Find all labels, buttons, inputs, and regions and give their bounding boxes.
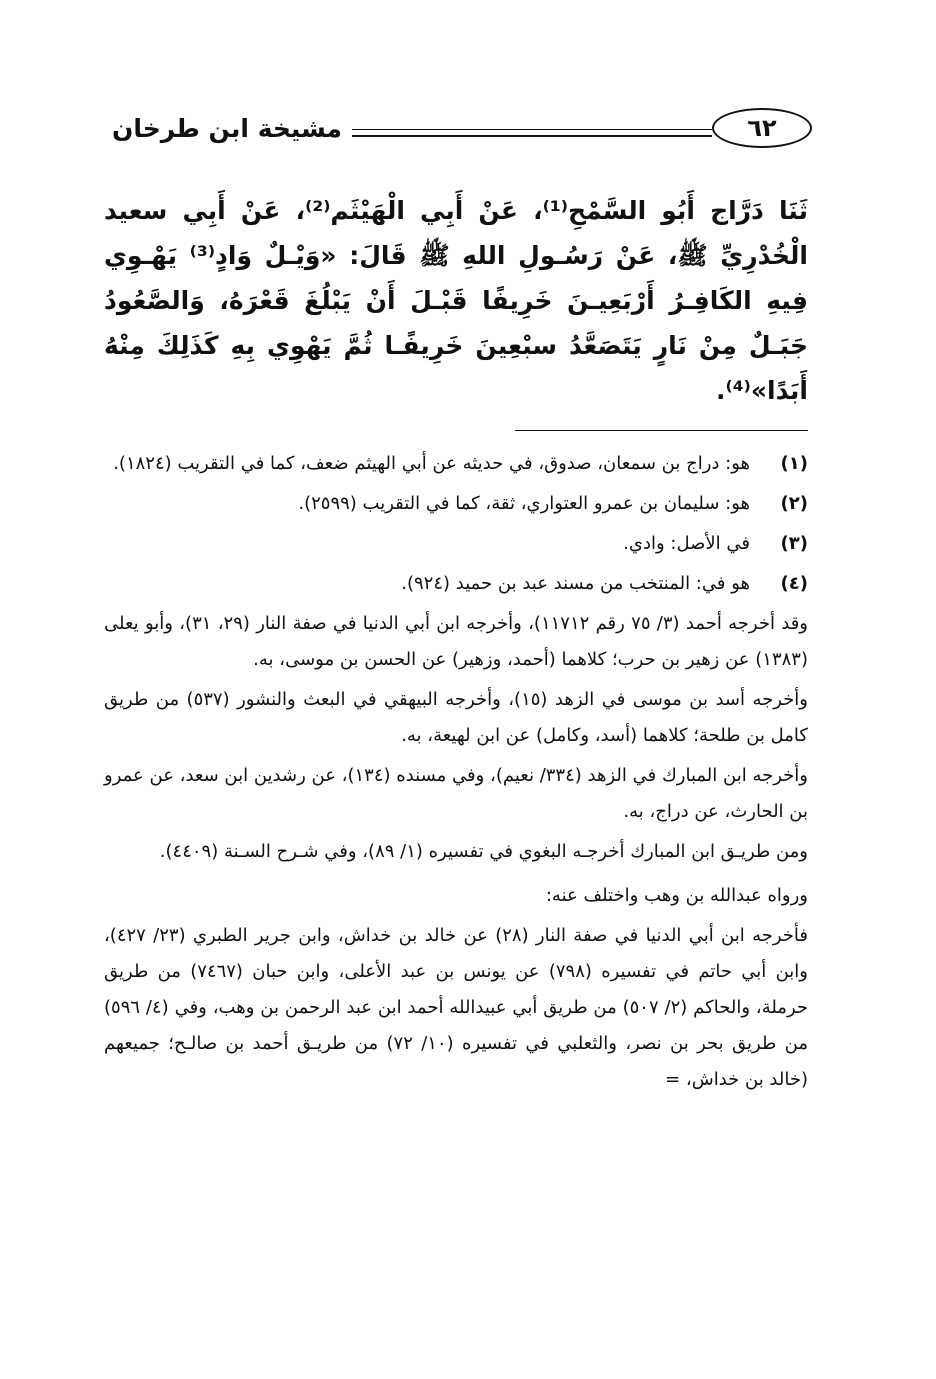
- footnote-paragraph: وأخرجه ابن المبارك في الزهد (٣٣٤/ نعيم)، وفي مسنده (١٣٤)، عن رشدين ابن سعد، عن عمرو بن الحارث، عن دراج، به.: [104, 765, 808, 822]
- footnote-number: (٣): [780, 533, 808, 554]
- footnote-text: في الأصل: وادي.: [623, 533, 750, 554]
- footnote-separator: [515, 430, 808, 431]
- footnote-text: هو: سليمان بن عمرو العتواري، ثقة، كما في التقريب (٢٥٩٩).: [298, 493, 750, 514]
- footnote-number: (٢): [780, 493, 808, 514]
- footnote-text: هو في: المنتخب من مسند عبد بن حميد (٩٢٤).: [401, 573, 750, 594]
- footnote-4: [104, 566, 808, 602]
- footnote-number: (٤): [780, 573, 808, 594]
- footnote-3: [104, 526, 808, 562]
- footnote-paragraph: وأخرجه أسد بن موسى في الزهد (١٥)، وأخرجه البيهقي في البعث والنشور (٥٣٧) من طريق كامل بن طلحة؛ كلاهما (أسد، وكامل) عن ابن لهيعة، به.: [104, 689, 808, 746]
- header-rule: [352, 129, 712, 137]
- footnote-paragraph: فأخرجه ابن أبي الدنيا في صفة النار (٢٨) عن خالد بن خداش، وابن جرير الطبري (٢٣/ ٤٢٧)، وابن أبي حاتم في تفسيره (٧٩٨) عن يونس بن عبد الأعلى، وابن حبان (٧٤٦٧) من طريق حرملة، والحاكم (٢/ ٥٠٧) من طريق أبي عبيدالله أحمد ابن عبد الرحمن بن وهب، وفي (٤/ ٥٩٦) من طريق بحر بن نصر، والثعلبي في تفسيره (١٠/ ٧٢) من طريـق أحمد بن صالـح؛ جميعهم (خالد بن خداش، =: [104, 925, 809, 1090]
- hadith-text: ثَنَا دَرَّاج أَبُو السَّمْحِ⁽¹⁾، عَنْ أَبِي الْهَيْثَم⁽²⁾، عَنْ أَبِي سعيد الْخُدْرِيِّ ﷺ، عَنْ رَسُـولِ اللهِ ﷺ قَالَ: «وَيْـلٌ وَادٍ⁽³⁾ يَهْـوِي فِيهِ الكَافِـرُ أَرْبَعِيـنَ خَرِيفًا قَبْـلَ أَنْ يَبْلُغَ قَعْرَهُ، وَالصَّعُودُ جَبَـلٌ مِنْ نَارٍ يَتَصَعَّدُ سبْعِينَ خَرِيفًـا ثُمَّ يَهْوِي بِهِ كَذَلِكَ مِنْهُ أَبَدًا»⁽⁴⁾.: [104, 196, 808, 405]
- footnote-paragraph: ومن طريـق ابن المبارك أخرجـه البغوي في تفسيره (١/ ٨٩)، وفي شـرح السـنة (٤٤٠٩).: [159, 841, 808, 862]
- footnote-text: هو: دراج بن سمعان، صدوق، في حديثه عن أبي الهيثم ضعف، كما في التقريب (١٨٢٤).: [113, 453, 750, 474]
- footnotes-section: [104, 446, 808, 1102]
- page-number: ٦٢: [712, 108, 812, 148]
- footnote-number: (١): [780, 453, 808, 474]
- footnote-paragraph: وقد أخرجه أحمد (٣/ ٧٥ رقم ١١٧١٢)، وأخرجه ابن أبي الدنيا في صفة النار (٢٩، ٣١)، وأبو يعلى (١٣٨٣) عن زهير بن حرب؛ كلاهما (أحمد، وزهير) عن الحسن بن موسى، به.: [104, 613, 808, 670]
- footnote-1: [104, 446, 808, 482]
- page-header: [90, 108, 820, 152]
- running-title: مشيخة ابن طرخان: [111, 114, 342, 143]
- footnote-paragraph: ورواه عبدالله بن وهب واختلف عنه:: [545, 885, 808, 906]
- footnote-2: [104, 486, 808, 522]
